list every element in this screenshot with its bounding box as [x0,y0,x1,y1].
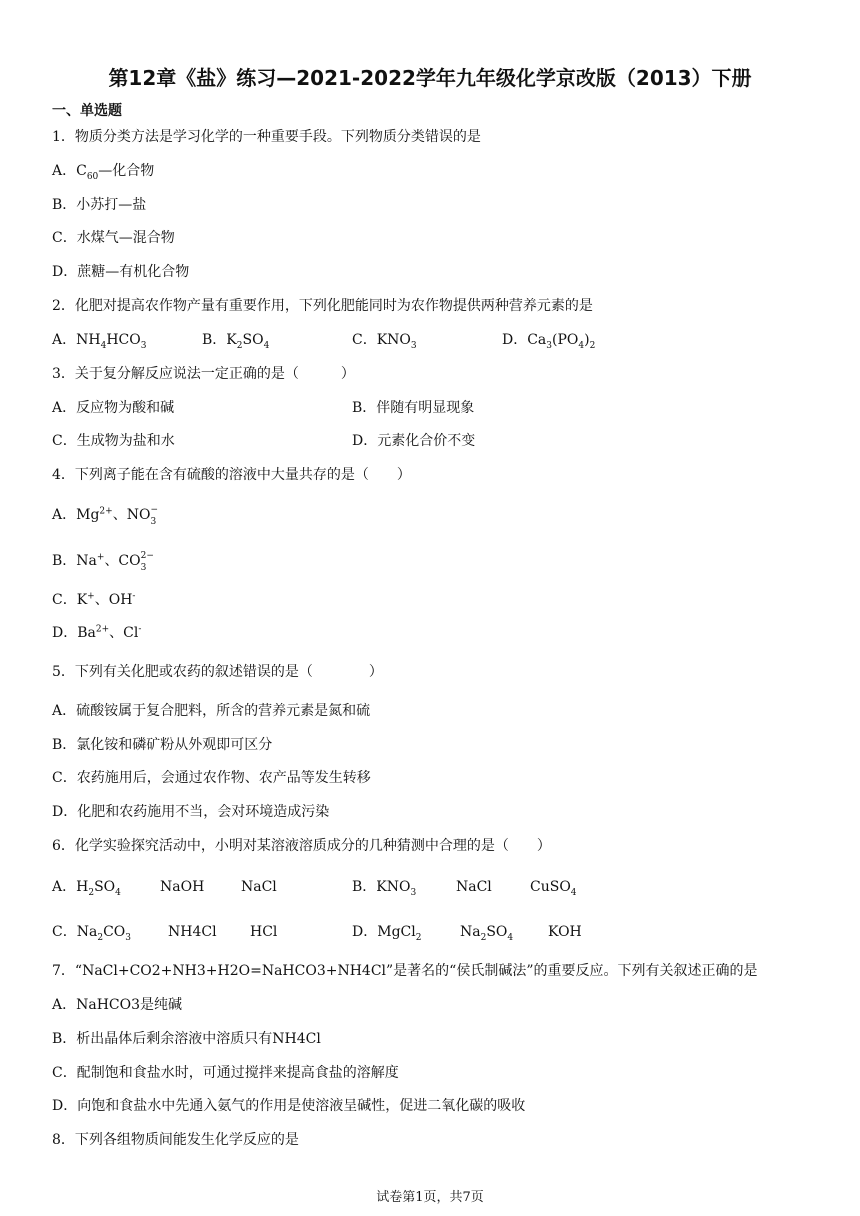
question-3-option-a: A．反应物为酸和碱 [52,400,175,416]
question-2-option-d: D．$Ca_3(PO_4)_2$ [502,332,596,351]
question-7-option-c: C．配制饱和食盐水时，可通过搅拌来提高食盐的溶解度 [52,1065,399,1081]
question-7-option-b: B．析出晶体后剩余溶液中溶质只有NH4Cl [52,1031,321,1047]
question-6-option-d-item-2: $Na_2SO_4$ [460,924,514,943]
question-6-option-d-item-3: KOH [548,924,582,940]
question-3-option-c: C．生成物为盐和水 [52,433,175,449]
question-2-option-a: A．$NH_4HCO_3$ [52,332,147,351]
question-7-option-d: D．向饱和食盐水中先通入氨气的作用是使溶液呈碱性，促进二氧化碳的吸收 [52,1098,526,1114]
question-7-option-a: A．NaHCO3是纯碱 [52,997,183,1013]
question-2-option-c: C．$KNO_3$ [352,332,417,351]
question-6-option-d: D．MgCl$_2$ [352,924,422,943]
question-4-option-d: D．$Ba^{2+}$、Cl- [52,624,142,641]
question-6-option-b-item-2: NaCl [456,879,492,895]
question-6-option-c-item-2: NH4Cl [168,924,217,940]
question-1-option-a: A．$C_{60}—$化合物 [52,163,155,182]
question-3-stem: 3．关于复分解反应说法一定正确的是（ ） [52,366,355,382]
question-4-option-a: A．$Mg^{2+}$、NO − 3 [52,505,158,527]
question-5-stem: 5．下列有关化肥或农药的叙述错误的是（ ） [52,664,383,680]
question-6-option-c-item-3: HCl [250,924,278,940]
question-4-option-c: C．K+、OH- [52,591,136,608]
question-1-option-b: B．小苏打—盐 [52,197,147,213]
question-5-option-b: B．氯化铵和磷矿粉从外观即可区分 [52,737,273,753]
question-3-option-b: B．伴随有明显现象 [352,400,475,416]
question-5-option-a: A．硫酸铵属于复合肥料，所含的营养元素是氮和硫 [52,703,371,719]
question-6-option-a-item-3: NaCl [241,879,277,895]
section-heading: 一、单选题 [52,103,122,119]
question-1-option-c: C．水煤气—混合物 [52,230,175,246]
question-5-option-d: D．化肥和农药施用不当，会对环境造成污染 [52,804,330,820]
question-2-stem: 2．化肥对提高农作物产量有重要作用，下列化肥能同时为农作物提供两种营养元素的是 [52,298,593,314]
question-6-stem: 6．化学实验探究活动中，小明对某溶液溶质成分的几种猜测中合理的是（ ） [52,838,551,854]
question-6-option-b-item-3: CuSO$_4$ [530,879,577,898]
question-1-option-d: D．蔗糖—有机化合物 [52,264,190,280]
page-footer: 试卷第1页，共7页 [376,1190,484,1205]
question-5-option-c: C．农药施用后，会通过农作物、农产品等发生转移 [52,770,371,786]
question-3-option-d: D．元素化合价不变 [352,433,476,449]
question-1-stem: 1．物质分类方法是学习化学的一种重要手段。下列物质分类错误的是 [52,129,481,145]
question-4-stem: 4．下列离子能在含有硫酸的溶液中大量共存的是（ ） [52,467,411,483]
question-7-stem: 7．“NaCl+CO2+NH3+H2O=NaHCO3+NH4Cl”是著名的“侯氏制碱法”的重要反应。下列有关叙述正确的是 [52,963,758,979]
question-8-stem: 8．下列各组物质间能发生化学反应的是 [52,1132,299,1148]
question-2-option-b: B．$K_2SO_4$ [202,332,270,351]
question-6-option-a-item-2: NaOH [160,879,205,895]
question-6-option-c: C．$Na_2CO_3$ [52,924,131,943]
question-4-option-b: B．Na+、CO 2− 3 [52,551,154,573]
page-title: 第12章《盐》练习—2021-2022学年九年级化学京改版（2013）下册 [108,66,752,90]
question-6-option-b: B．$KNO_3$ [352,879,417,898]
question-6-option-a: A．$H_2SO_4$ [52,879,121,898]
